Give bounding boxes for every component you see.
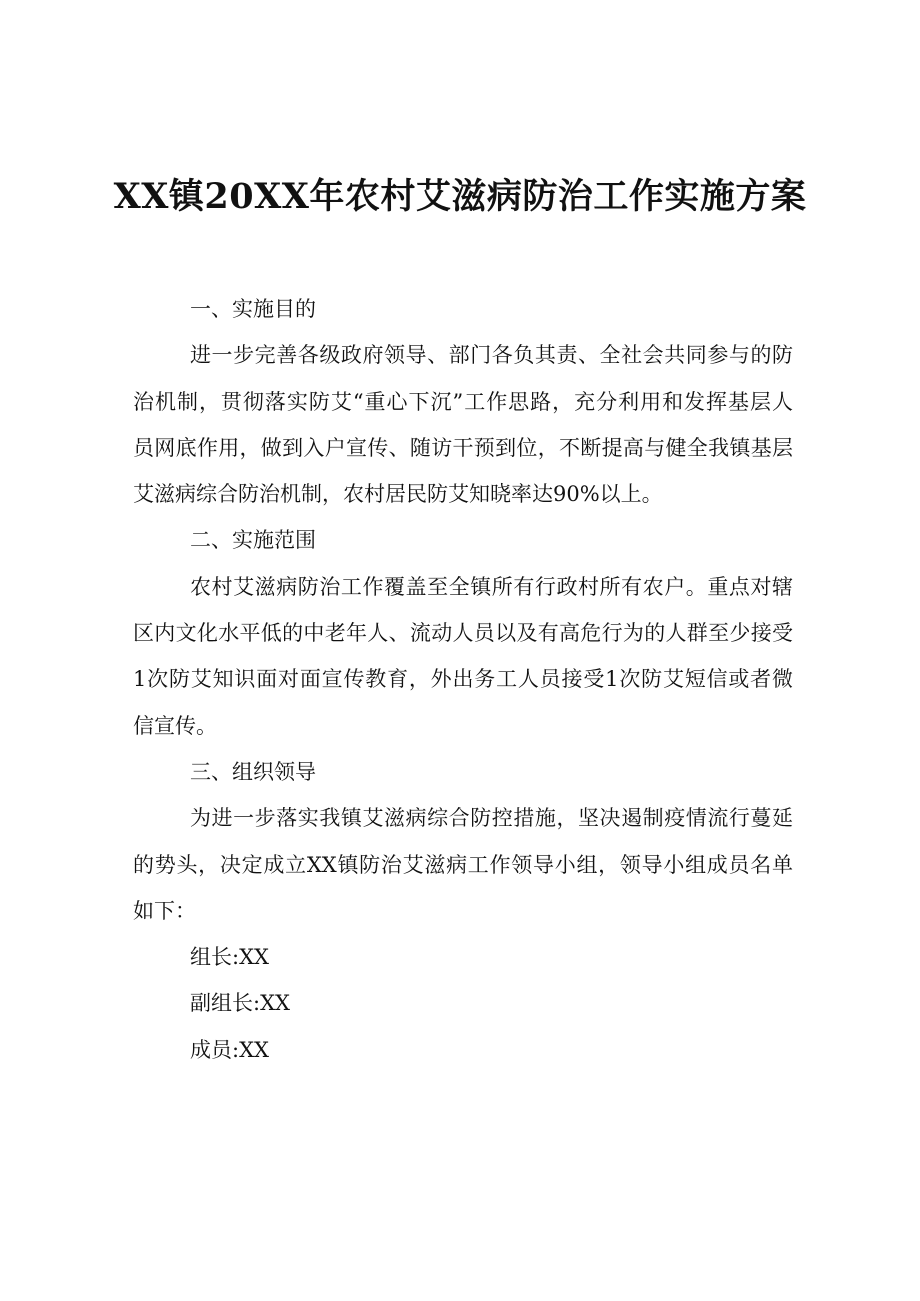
body-line: 的势头，决定成立XX镇防治艾滋病工作领导小组，领导小组成员名单 [133,852,793,877]
section-heading-leadership: 三、组织领导 [190,759,316,784]
body-line: 员网底作用，做到入户宣传、随访干预到位，不断提高与健全我镇基层 [133,435,793,460]
document-body [133,286,793,1073]
leader-entry: 组长:XX [190,945,269,970]
body-line: 农村艾滋病防治工作覆盖至全镇所有行政村所有农户。重点对辖 [190,574,793,599]
body-line: 区内文化水平低的中老年人、流动人员以及有高危行为的人群至少接受 [133,621,793,646]
body-line: 信宣传。 [133,713,217,738]
body-line: 艾滋病综合防治机制，农村居民防艾知晓率达90%以上。 [133,482,663,507]
body-line: 进一步完善各级政府领导、部门各负其责、全社会共同参与的防 [190,343,793,368]
members-entry: 成员:XX [190,1037,269,1062]
body-line: 治机制，贯彻落实防艾“重心下沉”工作思路，充分利用和发挥基层人 [133,389,793,414]
deputy-leader-entry: 副组长:XX [190,991,290,1016]
section-heading-purpose: 一、实施目的 [190,297,316,321]
body-line: 如下： [133,898,196,923]
body-line: 为进一步落实我镇艾滋病综合防控措施，坚决遏制疫情流行蔓延 [190,806,793,831]
document-title: XX镇20XX年农村艾滋病防治工作实施方案 [113,176,807,217]
section-heading-scope: 二、实施范围 [190,528,316,553]
body-line: 1次防艾知识面对面宣传教育，外出务工人员接受1次防艾短信或者微 [133,667,793,692]
